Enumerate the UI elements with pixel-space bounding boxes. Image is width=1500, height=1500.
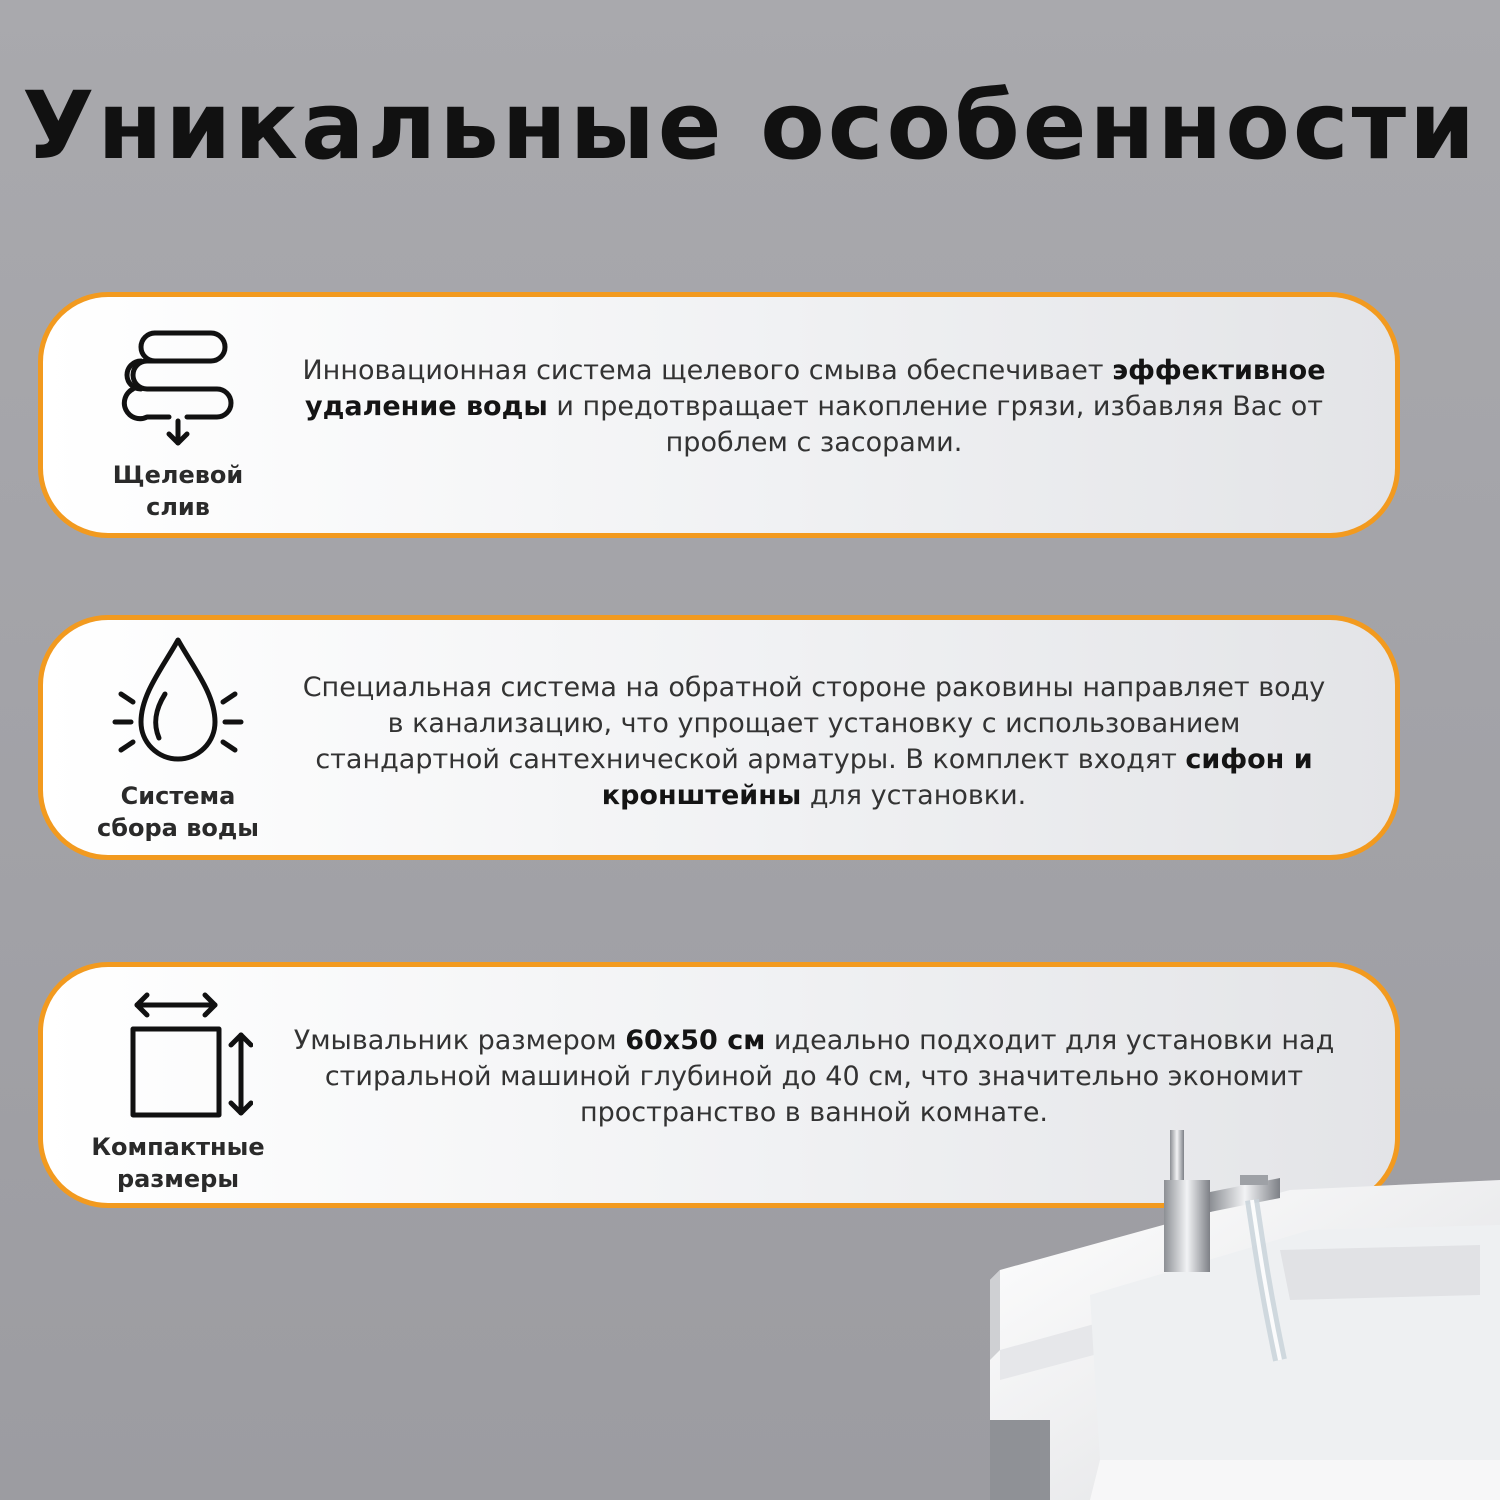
feature-description (293, 353, 1335, 461)
description-text: и предотвращает накопление грязи, избавляя Вас от проблем с засорами. (547, 391, 1324, 458)
feature-icon-block (83, 967, 273, 1203)
feature-icon-block (83, 297, 273, 533)
feature-label-line1: Компактные (91, 1133, 265, 1161)
dimensions-icon (103, 985, 253, 1125)
feature-label (83, 459, 273, 523)
description-text: Инновационная система щелевого смыва обеспечивает (302, 355, 1113, 386)
feature-label-line2: слив (146, 493, 210, 521)
water-drop-icon (103, 632, 253, 772)
page-title: Уникальные особенности (21, 72, 1479, 181)
feature-label-line1: Система (120, 782, 236, 810)
slot-drain-icon (113, 319, 243, 449)
feature-card-water-collection (38, 615, 1400, 860)
feature-label (83, 1131, 273, 1195)
feature-label-line2: размеры (116, 1165, 240, 1193)
feature-label-line2: сбора воды (97, 814, 259, 842)
description-text: Умывальник размером (293, 1025, 626, 1056)
description-text: Специальная система на обратной стороне раковины направляет воду в канализацию, что упрощает установку с использованием стандартной сантехнической арматуры. В комплект входят (302, 672, 1326, 775)
feature-description (293, 670, 1335, 814)
description-highlight: сифон и кронштейны (601, 744, 1313, 811)
feature-icon-block (83, 620, 273, 855)
feature-label-line1: Щелевой (112, 461, 244, 489)
description-highlight: эффективное удаление воды (304, 355, 1326, 422)
feature-description (293, 1023, 1335, 1131)
description-highlight: 60x50 см (625, 1025, 766, 1056)
sink-product-image (990, 1120, 1500, 1500)
feature-label (83, 780, 273, 844)
description-text: для установки. (801, 780, 1027, 811)
description-text: идеально подходит для установки над стиральной машиной глубиной до 40 см, что значительно экономит пространство в ванной комнате. (324, 1025, 1335, 1128)
feature-card-slot-drain (38, 292, 1400, 538)
